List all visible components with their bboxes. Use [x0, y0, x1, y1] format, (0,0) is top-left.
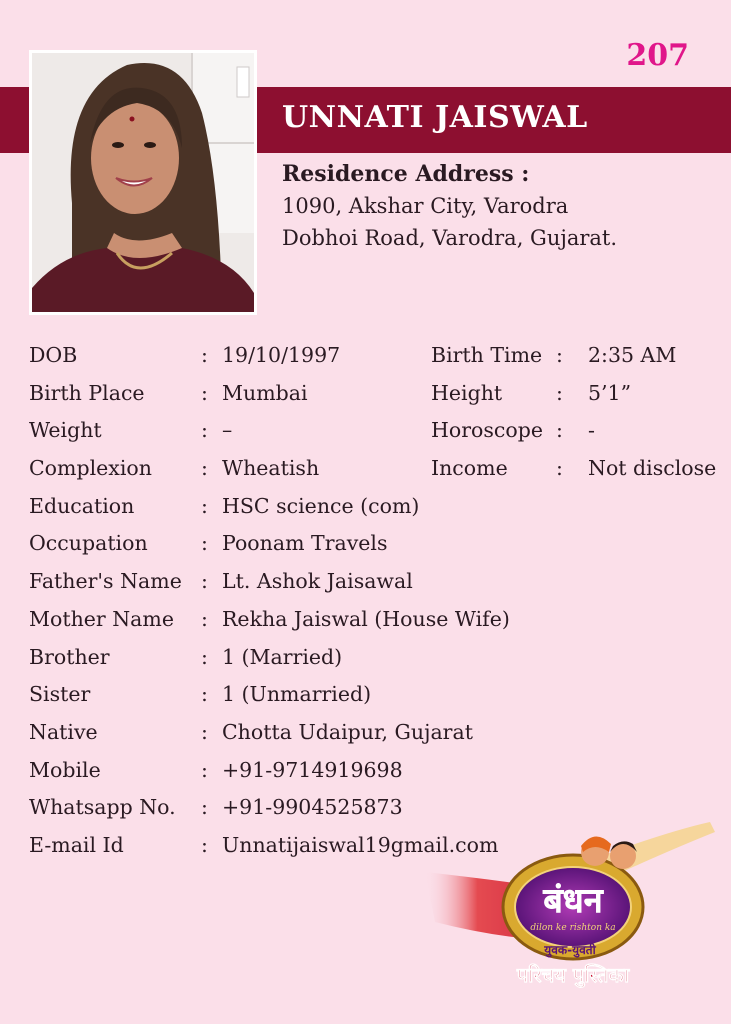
detail-row-birth-place	[29, 376, 729, 414]
complexion-label: Complexion	[29, 456, 152, 481]
detail-row-brother	[29, 640, 729, 678]
separator: :	[201, 569, 208, 594]
birth-time-value: 2:35 AM	[588, 343, 677, 367]
mother-name-label: Mother Name	[29, 606, 174, 631]
whatsapp-value: +91-9904525873	[222, 795, 403, 820]
native-value: Chotta Udaipur, Gujarat	[222, 719, 473, 744]
separator: :	[201, 832, 208, 857]
detail-row-father-name	[29, 564, 729, 602]
horoscope-label: Horoscope	[431, 418, 543, 443]
separator: :	[201, 343, 208, 367]
occupation-label: Occupation	[29, 531, 148, 556]
horoscope-value: -	[588, 418, 595, 443]
brother-label: Brother	[29, 644, 110, 669]
detail-row-mobile	[29, 753, 729, 791]
mother-name-value: Rekha Jaiswal (House Wife)	[222, 606, 510, 631]
mobile-value: +91-9714919698	[222, 757, 403, 782]
separator: :	[556, 418, 563, 443]
page-number: 207	[626, 38, 689, 73]
detail-row-complexion	[29, 451, 729, 489]
separator: :	[201, 531, 208, 556]
birth-time-label: Birth Time	[431, 343, 543, 367]
birth-place-value: Mumbai	[222, 380, 308, 405]
weight-value: –	[222, 418, 233, 443]
dob-label: DOB	[29, 343, 78, 367]
brother-value: 1 (Married)	[222, 644, 343, 669]
detail-row-native	[29, 715, 729, 753]
whatsapp-label: Whatsapp No.	[29, 795, 176, 820]
separator: :	[556, 456, 563, 481]
logo-main-text: बंधन	[543, 881, 603, 921]
height-label: Height	[431, 380, 503, 405]
father-name-value: Lt. Ashok Jaisawal	[222, 569, 413, 594]
separator: :	[201, 456, 208, 481]
logo-sub2: परिचय पुस्तिका	[516, 963, 630, 987]
detail-row-dob	[29, 338, 729, 376]
weight-label: Weight	[29, 418, 102, 443]
income-label: Income	[431, 456, 508, 481]
separator: :	[201, 719, 208, 744]
complexion-value: Wheatish	[222, 456, 320, 481]
separator: :	[201, 418, 208, 443]
mobile-label: Mobile	[29, 757, 101, 782]
address-line-2: Dobhoi Road, Varodra, Gujarat.	[282, 226, 618, 250]
separator: :	[201, 757, 208, 782]
native-label: Native	[29, 719, 98, 744]
sister-value: 1 (Unmarried)	[222, 682, 372, 707]
separator: :	[201, 795, 208, 820]
email-label: E-mail Id	[29, 832, 124, 857]
height-value: 5’1”	[588, 380, 632, 405]
profile-name: UNNATI JAISWAL	[282, 100, 588, 135]
separator: :	[201, 493, 208, 518]
logo-tagline: dilon ke rishton ka	[530, 923, 616, 933]
logo-sub1: युवक-युवती	[544, 943, 596, 957]
detail-row-sister	[29, 677, 729, 715]
details-table	[29, 338, 729, 866]
dob-value: 19/10/1997	[222, 343, 341, 367]
education-label: Education	[29, 493, 135, 518]
address-label: Residence Address :	[282, 161, 530, 187]
address-line-1: 1090, Akshar City, Varodra	[282, 194, 569, 218]
separator: :	[556, 343, 563, 367]
profile-photo	[29, 50, 257, 315]
residence-address	[282, 158, 617, 254]
detail-row-weight	[29, 413, 729, 451]
detail-row-occupation	[29, 526, 729, 564]
detail-row-mother-name	[29, 602, 729, 640]
separator: :	[201, 682, 208, 707]
separator: :	[556, 380, 563, 405]
separator: :	[201, 644, 208, 669]
occupation-value: Poonam Travels	[222, 531, 388, 556]
separator: :	[201, 380, 208, 405]
income-value: Not disclose	[588, 456, 717, 481]
bandhan-logo	[425, 822, 725, 997]
birth-place-label: Birth Place	[29, 380, 145, 405]
father-name-label: Father's Name	[29, 569, 182, 594]
sister-label: Sister	[29, 682, 91, 707]
email-value: Unnatijaiswal19gmail.com	[222, 832, 499, 857]
separator: :	[201, 606, 208, 631]
education-value: HSC science (com)	[222, 493, 420, 518]
detail-row-education	[29, 489, 729, 527]
